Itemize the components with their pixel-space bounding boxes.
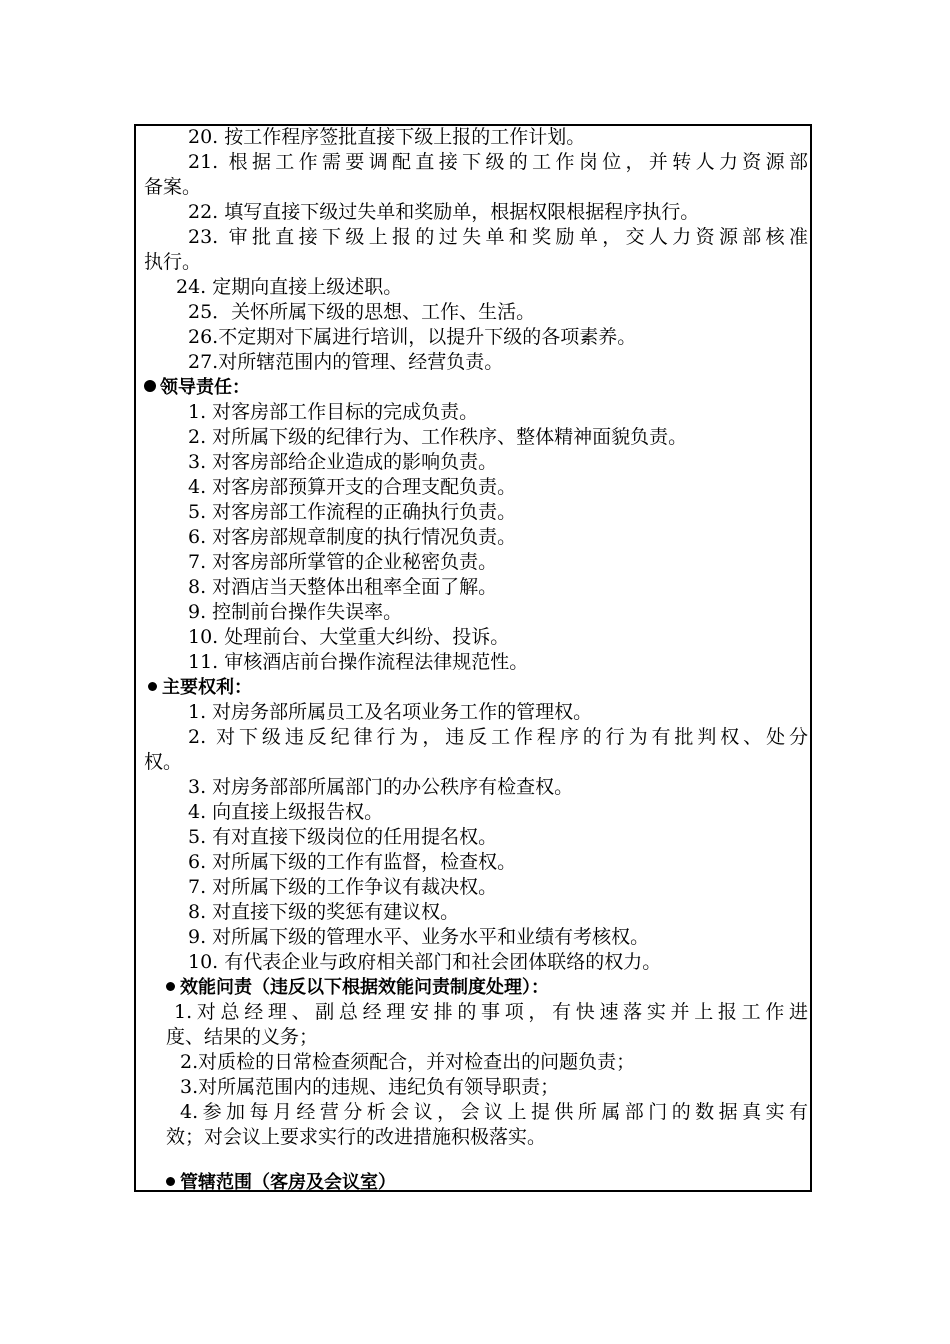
accountability-item: 1.对总经理、副总经理安排的事项，有快速落实并上报工作进: [174, 1001, 808, 1023]
rights-item: 9. 对所属下级的管理水平、业务水平和业绩有考核权。: [188, 926, 650, 948]
duty-item-21-cont: 备案。: [144, 176, 202, 198]
duty-item-20: 20. 按工作程序签批直接下级上报的工作计划。: [188, 126, 586, 148]
accountability-item: 4.参加每月经营分析会议，会议上提供所属部门的数据真实有: [180, 1101, 808, 1123]
accountability-heading: 效能问责（违反以下根据效能问责制度处理）：: [144, 975, 808, 1000]
leadership-item: 2. 对所属下级的纪律行为、工作秩序、整体精神面貌负责。: [188, 426, 688, 448]
duty-item-24: 24. 定期向直接上级述职。: [176, 276, 403, 298]
leadership-item: 4. 对客房部预算开支的合理支配负责。: [188, 476, 517, 498]
duty-item-22: 22. 填写直接下级过失单和奖励单，根据权限根据程序执行。: [188, 201, 700, 223]
duty-item-27: 27.对所辖范围内的管理、经营负责。: [188, 351, 504, 373]
bullet-icon: [148, 682, 157, 691]
duty-item-26: 26.不定期对下属进行培训，以提升下级的各项素养。: [188, 326, 637, 348]
leadership-heading: 领导责任：: [144, 375, 808, 400]
leadership-item: 11. 审核酒店前台操作流程法律规范性。: [188, 651, 529, 673]
duty-item-25: 25．关怀所属下级的思想、工作、生活。: [188, 301, 536, 323]
bullet-icon: [166, 982, 175, 991]
leadership-item: 10. 处理前台、大堂重大纠纷、投诉。: [188, 626, 510, 648]
rights-item-cont: 权。: [144, 751, 183, 773]
accountability-item-cont: 效；对会议上要求实行的改进措施积极落实。: [166, 1126, 547, 1148]
rights-item: 5. 有对直接下级岗位的任用提名权。: [188, 826, 498, 848]
leadership-item: 1. 对客房部工作目标的完成负责。: [188, 401, 479, 423]
rights-item: 4. 向直接上级报告权。: [188, 801, 384, 823]
leadership-item: 6. 对客房部规章制度的执行情况负责。: [188, 526, 517, 548]
duty-item-23: 23. 审批直接下级上报的过失单和奖励单，交人力资源部核准: [188, 226, 808, 248]
rights-item: 8. 对直接下级的奖惩有建议权。: [188, 901, 460, 923]
rights-item: 1. 对房务部所属员工及名项业务工作的管理权。: [188, 701, 593, 723]
accountability-item: 3.对所属范围内的违规、违纪负有领导职责；: [180, 1076, 560, 1098]
leadership-item: 8. 对酒店当天整体出租率全面了解。: [188, 576, 498, 598]
rights-heading: 主要权利：: [144, 675, 808, 700]
rights-item: 7. 对所属下级的工作争议有裁决权。: [188, 876, 498, 898]
leadership-item: 9. 控制前台操作失误率。: [188, 601, 403, 623]
scope-heading: 管辖范围（客房及会议室）: [144, 1170, 808, 1195]
accountability-item: 2.对质检的日常检查须配合，并对检查出的问题负责；: [180, 1051, 636, 1073]
rights-item: 10. 有代表企业与政府相关部门和社会团体联络的权力。: [188, 951, 662, 973]
rights-item: 2. 对下级违反纪律行为，违反工作程序的行为有批判权、处分: [188, 726, 808, 748]
duty-item-23-cont: 执行。: [144, 251, 202, 273]
accountability-item-cont: 度、结果的义务；: [166, 1026, 319, 1048]
bullet-icon: [144, 380, 156, 392]
leadership-item: 5. 对客房部工作流程的正确执行负责。: [188, 501, 517, 523]
rights-item: 6. 对所属下级的工作有监督，检查权。: [188, 851, 517, 873]
rights-item: 3. 对房务部部所属部门的办公秩序有检查权。: [188, 776, 574, 798]
bullet-icon: [166, 1177, 175, 1186]
duty-item-21: 21. 根据工作需要调配直接下级的工作岗位，并转人力资源部: [188, 151, 808, 173]
leadership-item: 7. 对客房部所掌管的企业秘密负责。: [188, 551, 498, 573]
leadership-item: 3. 对客房部给企业造成的影响负责。: [188, 451, 498, 473]
